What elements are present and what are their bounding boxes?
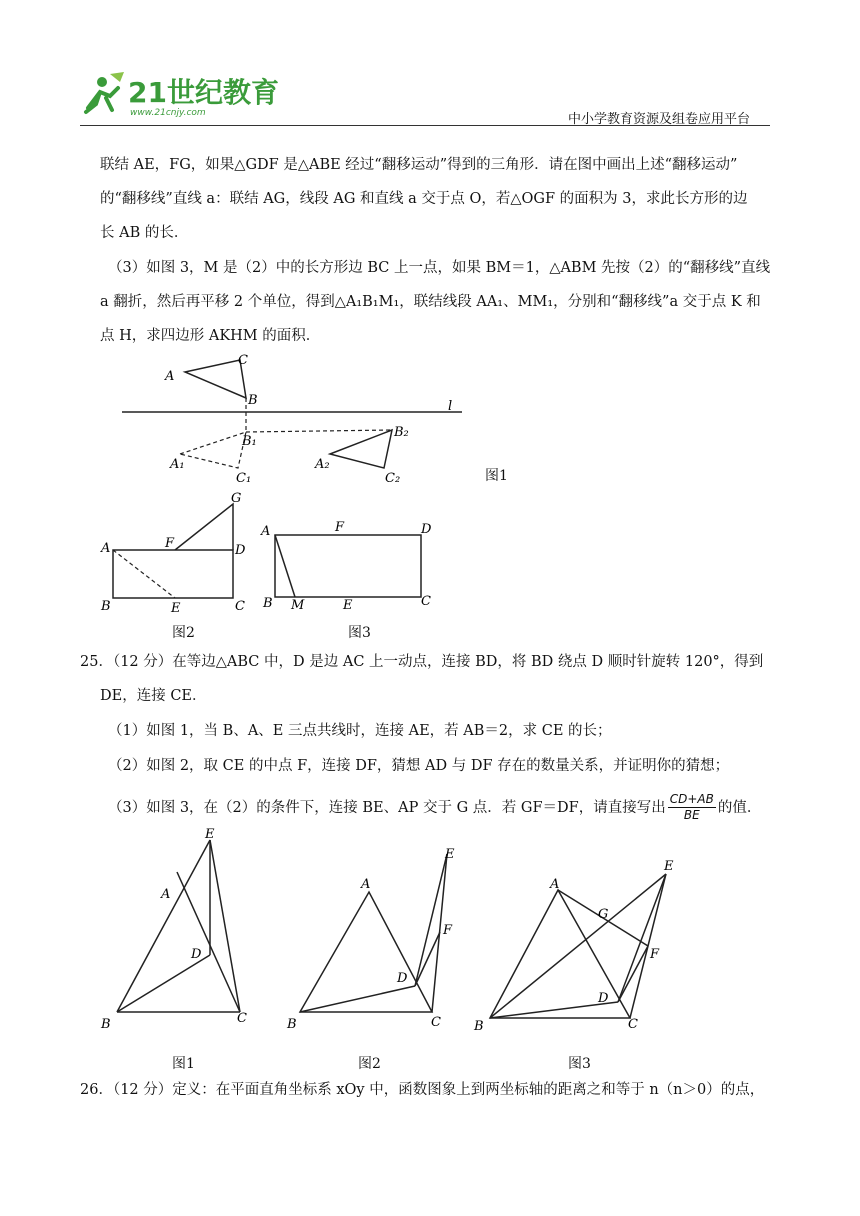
label-C: C <box>431 1015 441 1030</box>
logo-runner-icon <box>86 88 118 112</box>
logo-url: www.21cnjy.com <box>130 108 206 118</box>
q25-text-line2: DE，连接 CE． <box>100 688 207 704</box>
q24-fig1-caption: 图1 <box>485 468 508 484</box>
label-A: A <box>550 877 560 892</box>
triangle-abc <box>490 890 630 1018</box>
label-E: E <box>171 601 181 616</box>
q24-fig2-caption: 图2 <box>172 625 195 641</box>
q24-figure1 <box>110 350 530 490</box>
label-E: E <box>445 847 455 862</box>
label-A: A <box>261 524 271 539</box>
q24-text-line3: 长 AB 的长． <box>100 225 189 241</box>
q25-part3-suffix: 的值． <box>717 799 762 816</box>
line-be <box>117 840 210 1012</box>
logo-graphic <box>80 70 279 120</box>
line-bd <box>117 955 210 1012</box>
label-D: D <box>235 543 246 558</box>
label-C: C <box>628 1017 638 1032</box>
fraction-numerator: CD+AB <box>669 792 714 806</box>
label-A1: A₁ <box>170 457 185 472</box>
label-G: G <box>231 491 242 506</box>
q25-part3-prefix: （3）如图 3，在（2）的条件下，连接 BE、AP 交于 G 点．若 GF＝DF，请直接写出 <box>108 799 666 816</box>
label-A: A <box>361 877 371 892</box>
label-A: A <box>161 887 171 902</box>
label-F: F <box>443 923 453 938</box>
logo-flag-icon <box>110 72 124 82</box>
label-C1: C₁ <box>236 471 252 486</box>
label-B2: B₂ <box>394 425 409 440</box>
platform-name: 中小学教育资源及组卷应用平台 <box>567 112 750 127</box>
q24-part3-line2: a 翻折，然后再平移 2 个单位，得到△A₁B₁M₁，联结线段 AA₁、MM₁，分别和“翻移线”a 交于点 K 和 <box>100 294 761 310</box>
label-B: B <box>263 596 273 611</box>
label-C: C <box>235 599 245 614</box>
label-D: D <box>191 947 202 962</box>
label-G: G <box>598 907 609 922</box>
q24-figure3 <box>255 515 445 615</box>
label-F: F <box>335 520 345 535</box>
q25-figure3 <box>470 850 690 1035</box>
label-E: E <box>664 859 674 874</box>
label-B1: B₁ <box>242 434 257 449</box>
logo <box>80 70 279 120</box>
logo-text: 21世纪教育 <box>128 76 279 109</box>
q25-part1: （1）如图 1，当 B、A、E 三点共线时，连接 AE，若 AB＝2，求 CE 的长； <box>108 723 612 739</box>
fraction-denominator: BE <box>683 808 700 822</box>
q25-part2: （2）如图 2，取 CE 的中点 F，连接 DF，猜想 AD 与 DF 存在的数量关系，并证明你的猜想； <box>108 758 730 774</box>
q24-fig3-caption: 图3 <box>348 625 371 641</box>
q25-text-line1: 25．（12 分）在等边△ABC 中，D 是边 AC 上一动点，连接 BD，将 BD 绕点 D 顺时针旋转 120°，得到 <box>80 654 764 670</box>
q25-fig3-caption: 图3 <box>568 1056 591 1072</box>
label-B: B <box>248 393 258 408</box>
rectangle-abcd <box>113 550 233 598</box>
label-B: B <box>287 1017 297 1032</box>
q25-fraction <box>668 792 716 823</box>
q24-figure2 <box>95 490 265 615</box>
translate-dashed <box>246 430 392 432</box>
triangle-a1b1c1 <box>180 432 246 468</box>
line-df <box>415 932 440 986</box>
label-E: E <box>205 827 215 842</box>
label-D: D <box>598 991 609 1006</box>
label-D: D <box>421 522 432 537</box>
label-B: B <box>101 599 111 614</box>
label-B: B <box>474 1019 484 1034</box>
label-C: C <box>238 353 248 368</box>
rectangle-abcd <box>275 535 421 597</box>
label-D: D <box>397 971 408 986</box>
triangle-a2b2c2 <box>330 430 392 468</box>
q25-fig1-caption: 图1 <box>172 1056 195 1072</box>
label-A: A <box>101 541 111 556</box>
label-M: M <box>291 598 305 613</box>
q24-part3-line3: 点 H，求四边形 AKHM 的面积． <box>100 328 321 344</box>
label-F: F <box>650 947 660 962</box>
triangle-abc <box>300 892 432 1012</box>
q24-text-line1: 联结 AE，FG，如果△GDF 是△ABE 经过“翻移运动”得到的三角形．请在图中画出上述“翻移运动” <box>100 157 738 173</box>
label-F: F <box>165 536 175 551</box>
line-ac <box>177 872 240 1012</box>
label-C: C <box>237 1011 247 1026</box>
q25-part3 <box>108 792 798 823</box>
label-A: A <box>165 369 175 384</box>
triangle-gdf <box>175 504 233 550</box>
q25-figure2 <box>285 840 465 1035</box>
label-C: C <box>421 594 431 609</box>
line-ae-dashed <box>113 550 175 598</box>
label-E: E <box>343 598 353 613</box>
line-de <box>415 854 447 986</box>
header-divider <box>80 125 770 126</box>
triangle-abc <box>185 360 246 398</box>
line-df <box>618 946 648 1002</box>
line-am <box>275 535 295 597</box>
label-C2: C₂ <box>385 471 401 486</box>
label-B: B <box>101 1017 111 1032</box>
line-ce <box>210 840 240 1012</box>
q24-part3-line1: （3）如图 3，M 是（2）中的长方形边 BC 上一点，如果 BM＝1，△ABM 先按（2）的“翻移线”直线 <box>108 260 771 276</box>
q26-text-line1: 26．（12 分）定义：在平面直角坐标系 xOy 中，函数图象上到两坐标轴的距离之和等于 n（n＞0）的点， <box>80 1082 765 1098</box>
logo-runner-head-icon <box>97 77 107 87</box>
q25-fig2-caption: 图2 <box>358 1056 381 1072</box>
label-A2: A₂ <box>315 457 330 472</box>
q25-figure1 <box>95 820 270 1035</box>
line-bd <box>300 986 415 1012</box>
label-l: l <box>448 399 453 414</box>
q24-text-line2: 的“翻移线”直线 a：联结 AG，线段 AG 和直线 a 交于点 O，若△OGF 的面积为 3，求此长方形的边 <box>100 191 748 207</box>
